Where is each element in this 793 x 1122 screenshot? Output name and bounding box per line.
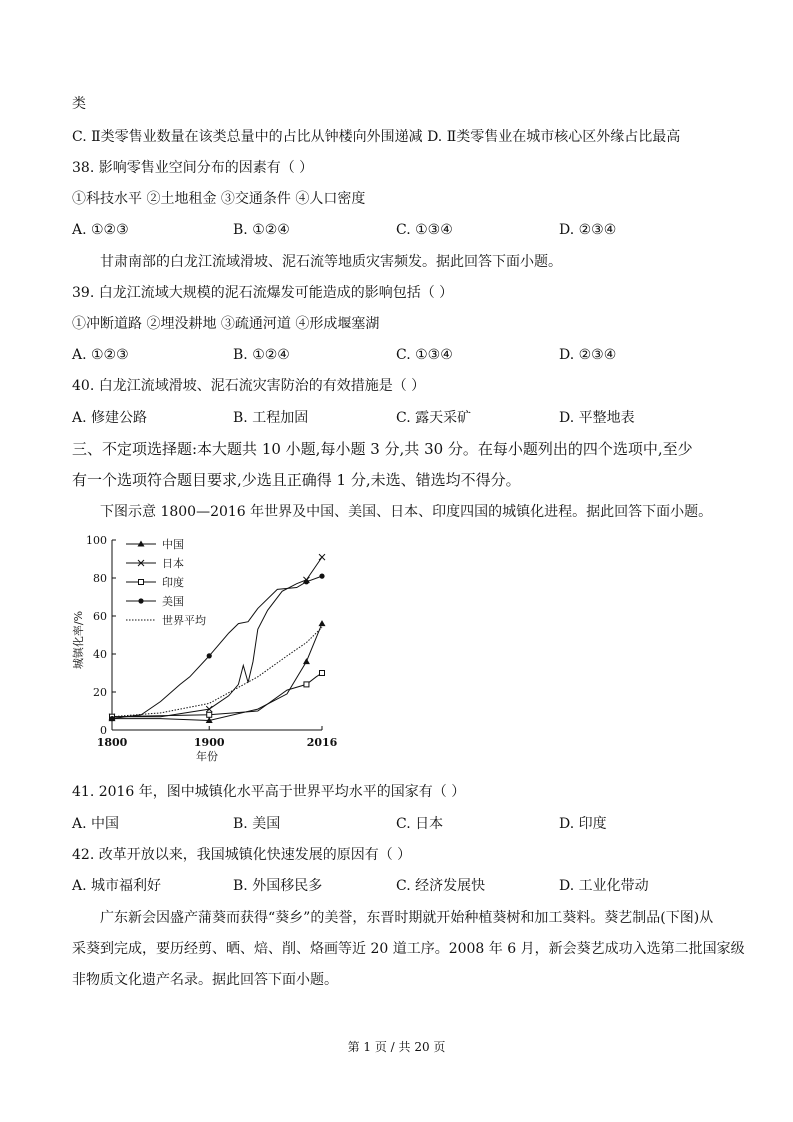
question-38-items: ①科技水平 ②土地租金 ③交通条件 ④人口密度: [72, 191, 366, 207]
data-point: [303, 658, 310, 664]
data-point: [304, 579, 309, 584]
intro-paragraph-cont: 非物质文化遗产名录。据此回答下面小题。: [72, 972, 338, 988]
x-tick-label: 2016: [306, 736, 338, 749]
option-a: A. 城市福利好: [72, 878, 162, 894]
legend-entry: 日本: [162, 557, 184, 570]
option-d: D. 工业化带动: [559, 878, 649, 894]
option-b: B. 工程加固: [233, 410, 309, 426]
y-tick-label: 40: [93, 648, 107, 661]
data-point: [109, 716, 114, 721]
legend-entry: 印度: [162, 576, 184, 589]
option-a: A. 修建公路: [72, 410, 148, 426]
intro-paragraph-cont: 采葵到完成，要历经剪、晒、焙、削、烙画等近 20 道工序。2008 年 6 月，新会葵艺成功入选第二批国家级: [72, 941, 745, 957]
option-a: A. ①②③: [72, 347, 129, 363]
legend-entry: 中国: [162, 538, 184, 551]
question-40: 40. 白龙江流域滑坡、泥石流灾害防治的有效措施是（ ）: [72, 378, 426, 394]
section-heading-cont: 有一个选项符合题目要求,少选且正确得 1 分,未选、错选均不得分。: [72, 471, 521, 489]
data-point: [319, 574, 324, 579]
series-line-印度: [112, 673, 322, 717]
question-41: 41. 2016 年，图中城镇化水平高于世界平均水平的国家有（ ）: [72, 784, 466, 800]
option-b: B. ①②④: [233, 347, 290, 363]
y-tick-label: 20: [93, 686, 107, 699]
option-a: A. ①②③: [72, 222, 129, 238]
option-c: C. 经济发展快: [396, 878, 486, 894]
data-point: [139, 580, 144, 585]
series-line-美国: [112, 576, 322, 719]
data-point: [319, 620, 326, 626]
option-c: C. 露天采矿: [396, 410, 472, 426]
legend-entry: 美国: [162, 595, 184, 608]
option-b: B. 外国移民多: [233, 878, 323, 894]
question-42: 42. 改革开放以来，我国城镇化快速发展的原因有（ ）: [72, 847, 412, 863]
series-line-中国: [112, 624, 322, 721]
y-tick-label: 0: [100, 724, 107, 737]
intro-paragraph: 甘肃南部的白龙江流域滑坡、泥石流等地质灾害频发。据此回答下面小题。: [100, 254, 562, 270]
option-d: D. 平整地表: [559, 410, 635, 426]
data-point: [207, 653, 212, 658]
text-line: 类: [72, 96, 86, 112]
legend-entry: 世界平均: [162, 614, 206, 627]
x-tick-label: 1800: [96, 736, 128, 749]
page-footer: 第 1 页 / 共 20 页: [347, 1040, 446, 1054]
data-point: [320, 671, 325, 676]
option-a: A. 中国: [72, 816, 120, 832]
x-axis-label: 年份: [196, 750, 218, 763]
data-point: [207, 712, 212, 717]
y-tick-label: 100: [86, 534, 107, 547]
question-39: 39. 白龙江流域大规模的泥石流爆发可能造成的影响包括（ ）: [72, 285, 454, 301]
y-tick-label: 60: [93, 610, 107, 623]
option-c: C. 日本: [396, 816, 444, 832]
question-38: 38. 影响零售业空间分布的因素有（ ）: [72, 160, 314, 176]
intro-paragraph: 下图示意 1800—2016 年世界及中国、美国、日本、印度四国的城镇化进程。据此回答下面小题。: [100, 504, 713, 520]
y-tick-label: 80: [93, 572, 107, 585]
urbanization-chart: [60, 528, 360, 768]
option-d: D. 印度: [559, 816, 607, 832]
intro-paragraph: 广东新会因盛产蒲葵而获得“葵乡”的美誉，东晋时期就开始种植葵树和加工葵料。葵艺制品(下图)从: [100, 910, 714, 926]
option-d: D. ②③④: [559, 347, 617, 363]
section-heading: 三、不定项选择题:本大题共 10 小题,每小题 3 分,共 30 分。在每小题列出的四个选项中,至少: [72, 440, 693, 458]
option-c: C. ①③④: [396, 347, 453, 363]
data-point: [319, 554, 325, 560]
option-c: C. ①③④: [396, 222, 453, 238]
option-b: B. ①②④: [233, 222, 290, 238]
y-axis-label: 城镇化率/%: [72, 610, 85, 670]
data-point: [304, 682, 309, 687]
x-tick-label: 1900: [193, 736, 225, 749]
option-b: B. 美国: [233, 816, 281, 832]
text-line: C. Ⅱ类零售业数量在该类总量中的占比从钟楼向外围递减 D. Ⅱ类零售业在城市核心区外缘占比最高: [72, 129, 681, 145]
question-39-items: ①冲断道路 ②埋没耕地 ③疏通河道 ④形成堰塞湖: [72, 316, 380, 332]
option-d: D. ②③④: [559, 222, 617, 238]
data-point: [138, 598, 143, 603]
